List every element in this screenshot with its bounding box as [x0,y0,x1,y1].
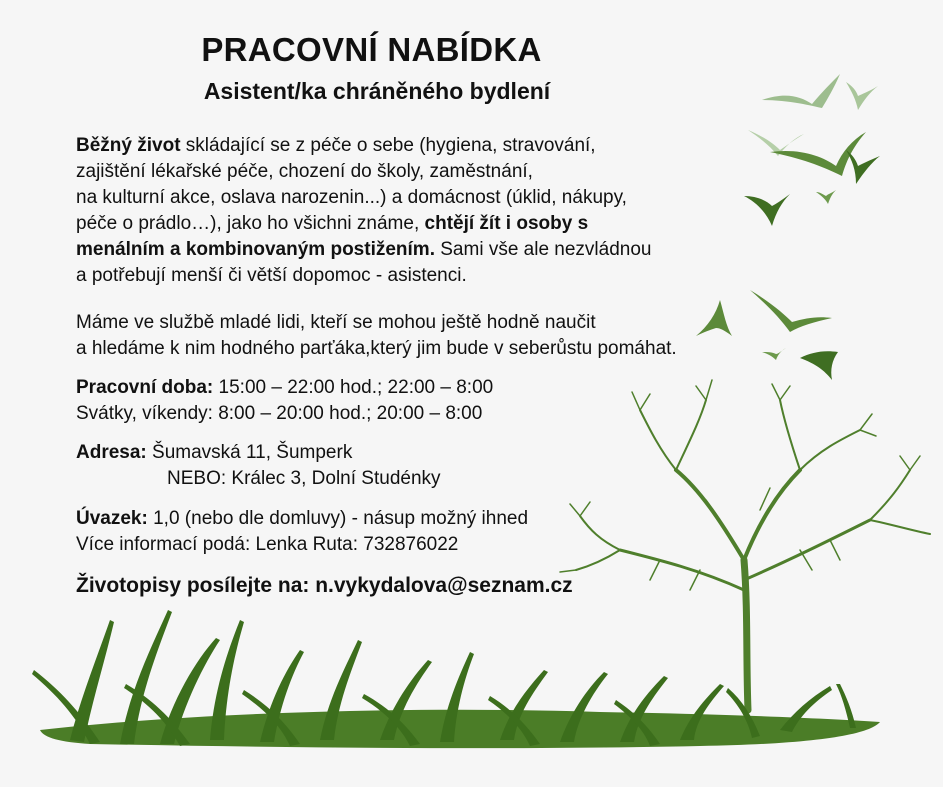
intro-bold-disability: menálním a kombinovaným postižením. [76,239,435,260]
intro-paragraph [76,133,651,289]
intro-line-3: na kulturní akce, oslava narozenin...) a domácnost (úklid, nákupy, [76,187,627,208]
address-block [76,440,441,492]
intro-line-1 [76,133,651,159]
job-subtitle: Asistent/ka chráněného bydlení [203,78,551,104]
address-alternative: NEBO: Králec 3, Dolní Studénky [167,468,441,489]
intro-line-2: zajištění lékařské péče, chození do školy, zaměstnání, [76,161,533,182]
intro-bold-target: chtějí žít i osoby s [424,213,589,234]
intro-line-5 [76,237,651,263]
page-title: PRACOVNÍ NABÍDKA [201,31,542,68]
hours-label: Pracovní doba: [76,377,214,398]
hours-weekday-value: 15:00 – 22:00 hod.; 22:00 – 8:00 [213,377,494,398]
intro-line-4 [76,211,651,237]
team-paragraph [76,310,677,362]
hours-holidays: Svátky, víkendy: 8:00 – 20:00 hod.; 20:00 – 8:00 [76,403,483,424]
workload-value: 1,0 (nebo dle domluvy) - násup možný ihned [147,508,529,529]
cv-email-line: Životopisy posílejte na: n.vykydalova@seznam.cz [76,574,573,597]
workload-block [76,506,528,558]
workload-line [76,506,528,532]
intro-line-4-start: péče o prádlo…), jako ho všichni známe, [76,213,425,234]
team-line-1: Máme ve službě mladé lidi, kteří se mohou ještě hodně naučit [76,312,596,333]
intro-line-5-rest: Sami vše ale nezvládnou [434,239,652,260]
team-line-2: a hledáme k nim hodného parťáka,který jim bude v seberůstu pomáhat. [76,338,677,359]
intro-line-6: a potřebují menší či větší dopomoc - asistenci. [76,265,467,286]
contact-person: Více informací podá: Lenka Ruta: 732876022 [76,534,459,555]
address-primary-value: Šumavská 11, Šumperk [146,442,353,463]
address-primary [76,440,441,466]
working-hours [76,375,493,427]
hours-weekday [76,375,493,401]
address-label: Adresa: [76,442,147,463]
intro-bold-lead: Běžný život [76,135,181,156]
workload-label: Úvazek: [76,508,148,529]
intro-line-1-rest: skládající se z péče o sebe (hygiena, stravování, [180,135,596,156]
